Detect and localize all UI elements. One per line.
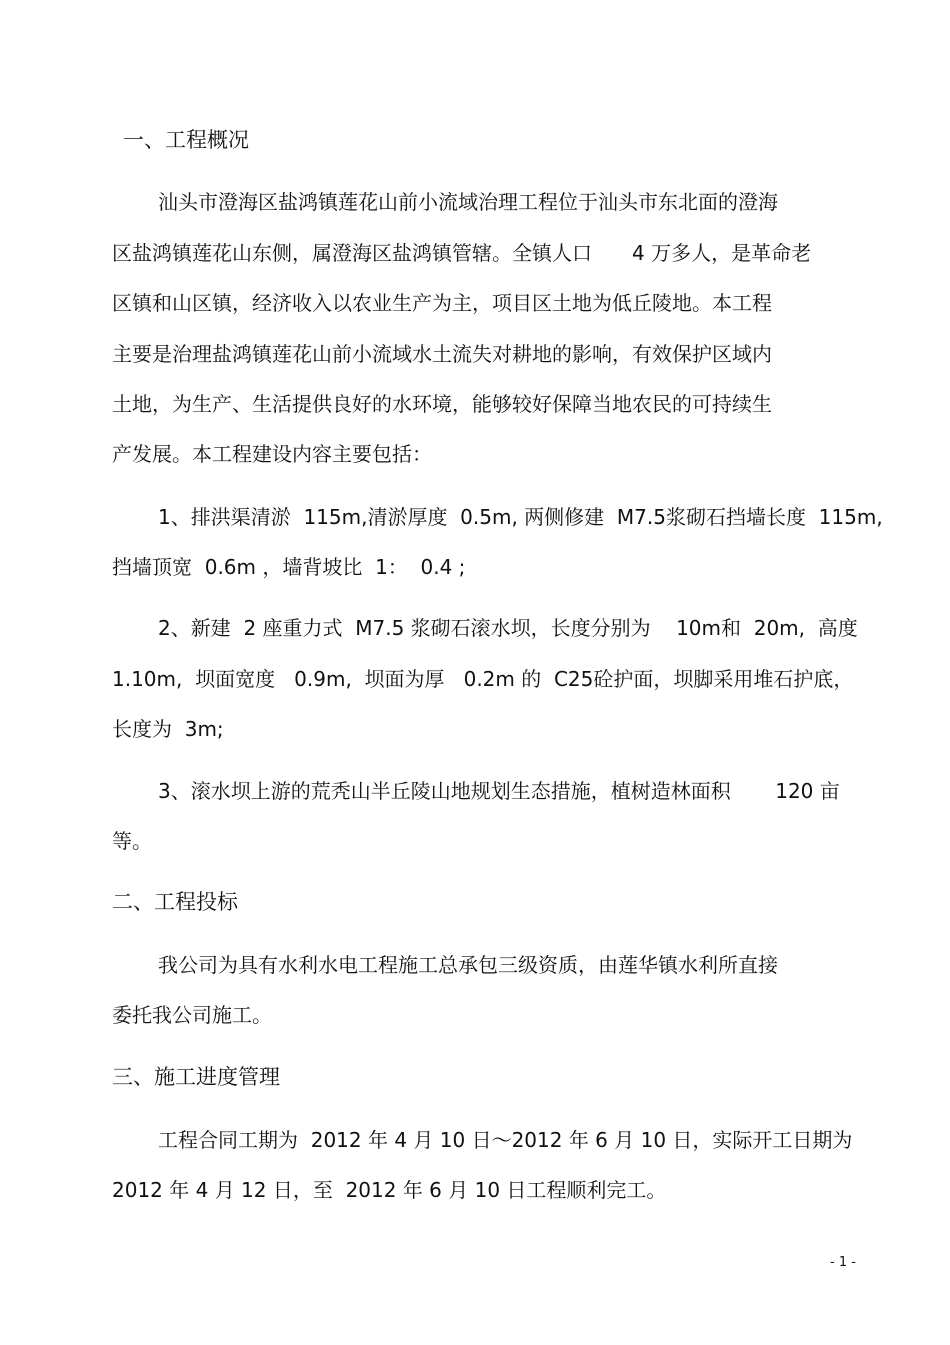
list-item-line: 3、滚水坝上游的荒秃山半丘陵山地规划生态措施，植树造林面积 120 亩 <box>158 779 840 803</box>
list-item-line: 2、新建 2 座重力式 M7.5 浆砌石滚水坝，长度分别为 10m和 20m, 高度 <box>158 616 858 640</box>
paragraph-line: 土地，为生产、生活提供良好的水环境，能够较好保障当地农民的可持续生 <box>112 392 772 416</box>
paragraph-line: 2012 年 4 月 12 日，至 2012 年 6 月 10 日工程顺利完工。 <box>112 1178 667 1202</box>
paragraph-line: 委托我公司施工。 <box>112 1003 272 1027</box>
list-item-line: 1.10m, 坝面宽度 0.9m, 坝面为厚 0.2m 的 C25砼护面，坝脚采用堆石护底， <box>112 667 854 691</box>
section-2-heading: 二、工程投标 <box>112 890 238 914</box>
paragraph-line: 区镇和山区镇，经济收入以农业生产为主，项目区土地为低丘陵地。本工程 <box>112 291 772 315</box>
paragraph-line: 区盐鸿镇莲花山东侧，属澄海区盐鸿镇管辖。全镇人口 4 万多人，是革命老 <box>112 241 812 265</box>
section-3-heading: 三、施工进度管理 <box>112 1065 280 1089</box>
section-1-heading: 一、工程概况 <box>123 128 249 152</box>
paragraph-line: 主要是治理盐鸿镇莲花山前小流域水土流失对耕地的影响，有效保护区域内 <box>112 342 772 366</box>
page-number: - 1 - <box>830 1255 856 1270</box>
paragraph-line: 工程合同工期为 2012 年 4 月 10 日～2012 年 6 月 10 日，实际开工日期为 <box>158 1128 853 1152</box>
paragraph-line: 我公司为具有水利水电工程施工总承包三级资质，由莲华镇水利所直接 <box>158 953 778 977</box>
list-item-line: 长度为 3m; <box>112 717 224 741</box>
paragraph-line: 产发展。本工程建设内容主要包括： <box>112 442 432 466</box>
list-item-line: 等。 <box>112 829 152 853</box>
list-item-line: 1、排洪渠清淤 115m,清淤厚度 0.5m, 两侧修建 M7.5浆砌石挡墙长度 115m, <box>158 505 883 529</box>
list-item-line: 挡墙顶宽 0.6m ，墙背坡比 1： 0.4 ; <box>112 555 466 579</box>
paragraph-line: 汕头市澄海区盐鸿镇莲花山前小流域治理工程位于汕头市东北面的澄海 <box>158 190 778 214</box>
